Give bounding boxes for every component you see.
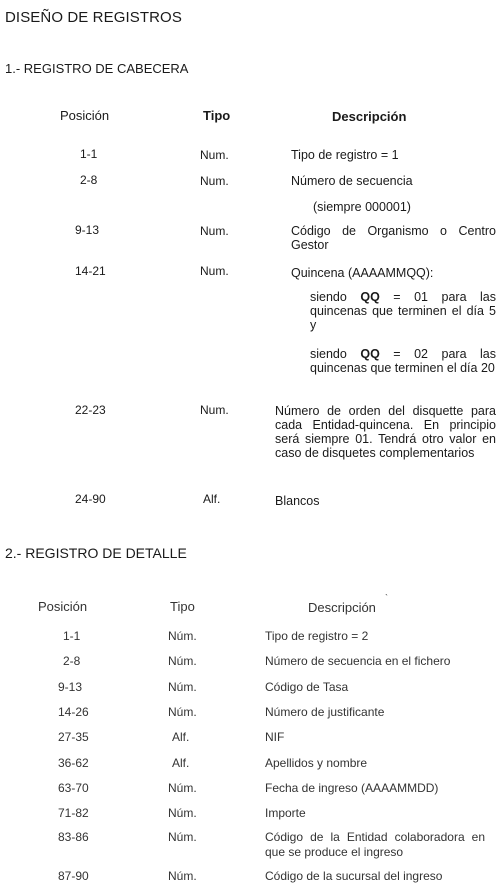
s2-row-desc: Fecha de ingreso (AAAAMMDD) xyxy=(265,781,439,795)
s2-row-desc: Número de justificante xyxy=(265,705,385,719)
s1-header-descripcion: Descripción xyxy=(332,109,407,124)
stray-tick-mark: ` xyxy=(385,593,388,603)
s2-row-desc: Apellidos y nombre xyxy=(265,756,368,770)
s2-header-descripcion: Descripción xyxy=(308,600,376,615)
note-pre: siendo xyxy=(310,290,361,304)
s2-row-pos: 36-62 xyxy=(58,756,89,770)
s2-row-pos: 83-86 xyxy=(58,830,89,844)
note-post: = 01 para las quincenas que terminen el día 5 y xyxy=(310,290,497,332)
section1-heading: 1.- REGISTRO DE CABECERA xyxy=(5,61,189,76)
s2-row-tipo: Núm. xyxy=(168,781,197,795)
s1-row-desc: Número de secuencia xyxy=(291,174,413,188)
s1-row-pos: 9-13 xyxy=(75,223,100,237)
s2-row-desc: Código de la sucursal del ingreso xyxy=(265,869,443,883)
s2-row-desc: Tipo de registro = 2 xyxy=(265,629,369,643)
s1-row-desc: Número de orden del disquette para cada Entidad-quincena. En principio será siempre 01. Tendrá otro valor en caso de disquetes complementarios xyxy=(275,404,496,460)
s2-header-tipo: Tipo xyxy=(170,599,195,614)
s1-row-desc: Quincena (AAAAMMQQ): xyxy=(291,266,434,280)
s2-row-tipo: Núm. xyxy=(168,705,197,719)
s1-row-pos: 2-8 xyxy=(80,173,98,187)
s1-row-tipo: Num. xyxy=(200,174,229,188)
s1-note-qq-02 xyxy=(310,347,496,375)
s2-row-tipo: Núm. xyxy=(168,830,197,844)
s2-row-desc: Código de Tasa xyxy=(265,680,349,694)
s2-row-pos: 27-35 xyxy=(58,730,89,744)
s1-row-desc-extra: (siempre 000001) xyxy=(313,200,411,214)
s1-row-desc: Código de Organismo o Centro Gestor xyxy=(291,224,496,252)
s2-row-tipo: Alf. xyxy=(172,756,190,770)
s1-header-posicion: Posición xyxy=(60,108,110,123)
s1-row-tipo: Num. xyxy=(200,148,229,162)
s1-header-tipo: Tipo xyxy=(203,108,231,123)
s1-note-qq-01 xyxy=(310,290,496,332)
section2-heading: 2.- REGISTRO DE DETALLE xyxy=(5,545,187,561)
note-code: QQ xyxy=(360,347,380,361)
s1-row-desc: Tipo de registro = 1 xyxy=(291,148,399,162)
s1-row-pos: 22-23 xyxy=(75,403,106,417)
s2-row-pos: 2-8 xyxy=(63,654,81,668)
s2-row-tipo: Núm. xyxy=(168,869,197,883)
s2-row-desc: Código de la Entidad colaboradora en que se produce el ingreso xyxy=(265,830,485,859)
note-post: = 02 para las quincenas que terminen el día 20 xyxy=(310,347,497,375)
s1-row-desc: Blancos xyxy=(275,494,320,508)
s2-header-posicion: Posición xyxy=(38,599,88,614)
s2-row-pos: 1-1 xyxy=(63,629,81,643)
s2-row-desc: Importe xyxy=(265,806,306,820)
s2-row-tipo: Núm. xyxy=(168,680,197,694)
s1-row-tipo: Num. xyxy=(200,224,229,238)
note-pre: siendo xyxy=(310,347,361,361)
s2-row-pos: 87-90 xyxy=(58,869,89,883)
s1-row-pos: 14-21 xyxy=(75,264,106,278)
s2-row-pos: 14-26 xyxy=(58,705,89,719)
s1-row-pos: 1-1 xyxy=(80,147,98,161)
s1-row-tipo: Num. xyxy=(200,403,229,417)
s1-row-pos: 24-90 xyxy=(75,492,106,506)
s2-row-desc: NIF xyxy=(265,730,285,744)
s1-row-tipo: Alf. xyxy=(203,492,221,506)
s2-row-tipo: Núm. xyxy=(168,806,197,820)
s2-row-tipo: Núm. xyxy=(168,654,197,668)
s2-row-tipo: Alf. xyxy=(172,730,190,744)
s2-row-tipo: Núm. xyxy=(168,629,197,643)
s2-row-pos: 71-82 xyxy=(58,806,89,820)
s2-row-desc: Número de secuencia en el fichero xyxy=(265,654,451,668)
document-title: DISEÑO DE REGISTROS xyxy=(5,9,182,26)
s1-row-tipo: Num. xyxy=(200,264,229,278)
s2-row-pos: 63-70 xyxy=(58,781,89,795)
note-code: QQ xyxy=(360,290,380,304)
s2-row-pos: 9-13 xyxy=(58,680,83,694)
